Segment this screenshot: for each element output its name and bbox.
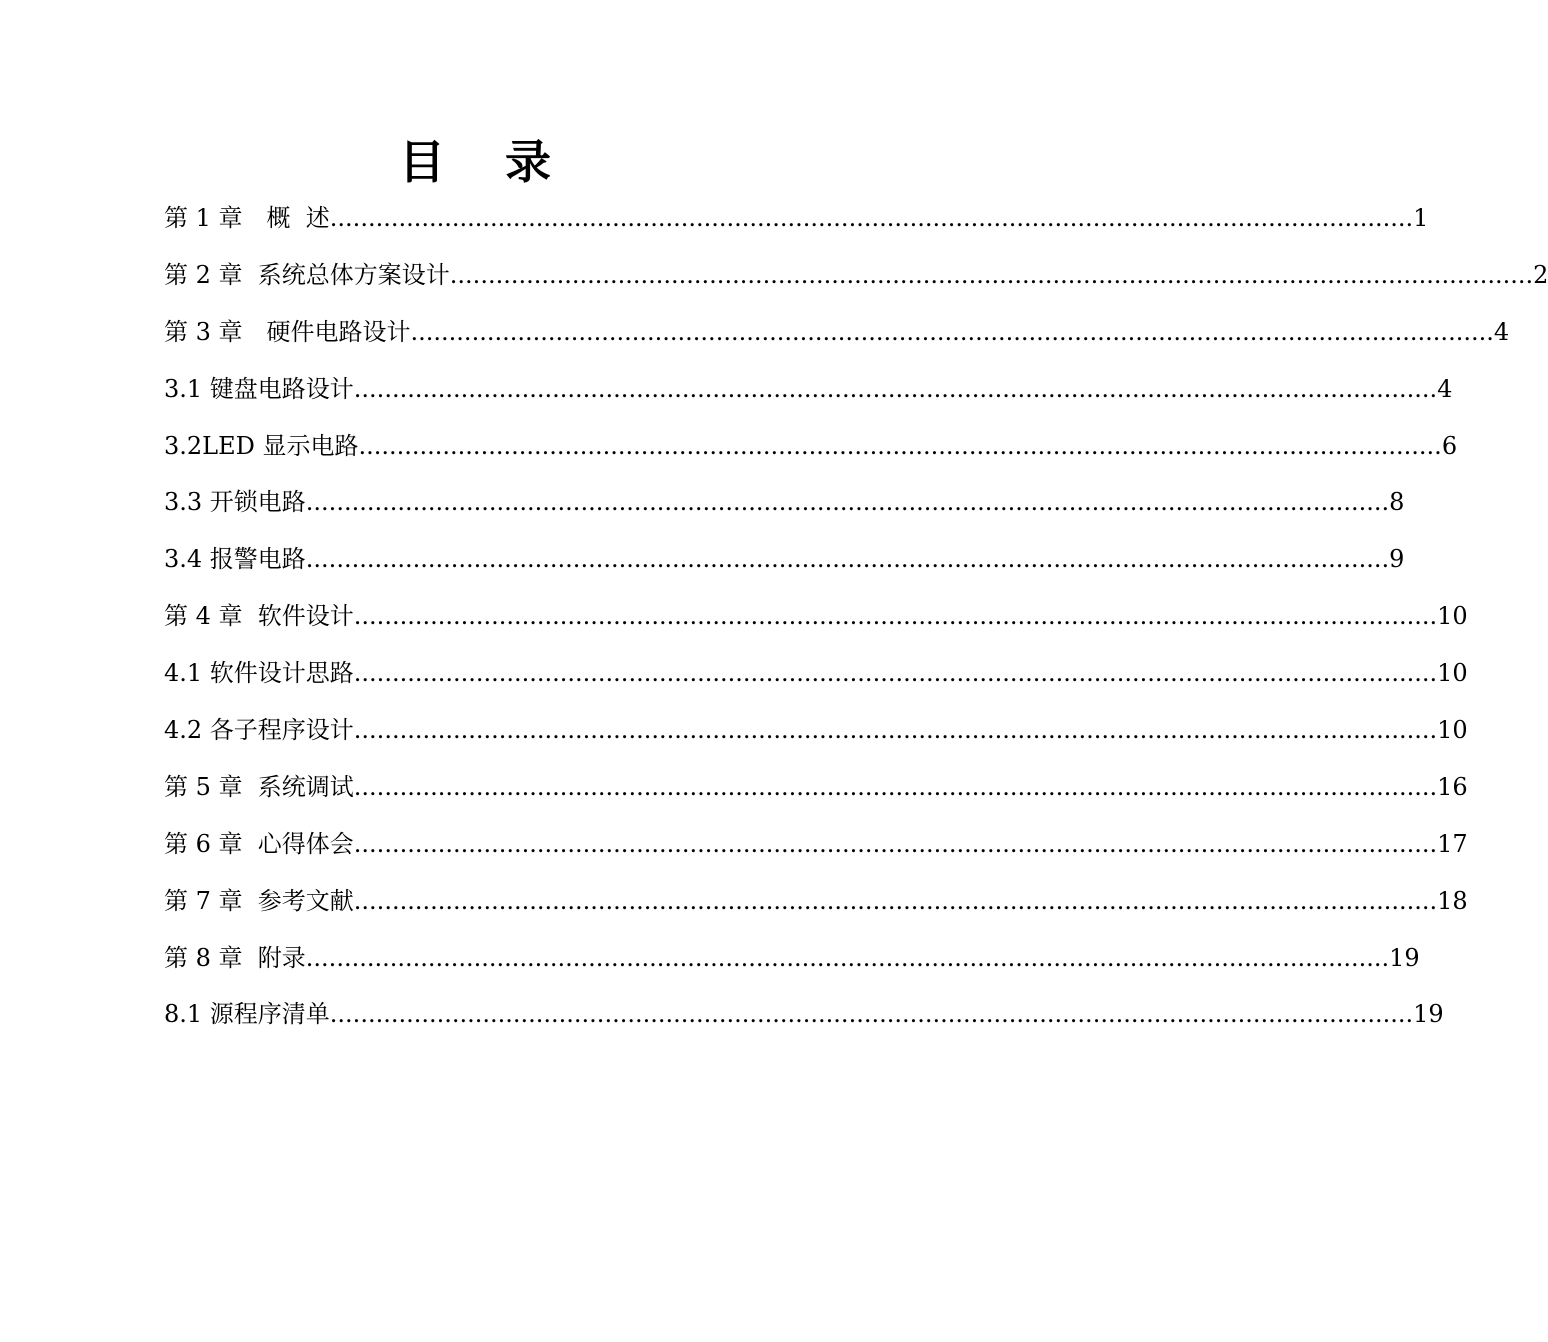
toc-title: 目 录 <box>398 135 573 189</box>
toc-entry-label: 3.3 开锁电路 <box>164 488 306 517</box>
toc-entry[interactable] <box>164 531 1405 588</box>
toc-entry-page-number: 19 <box>1389 943 1420 972</box>
toc-dot-leader: .............................................................................................................................................. <box>353 659 1438 688</box>
toc-entry[interactable] <box>164 190 1429 247</box>
toc-dot-leader: .............................................................................................................................................. <box>449 260 1534 289</box>
toc-entry-label: 第 3 章 硬件电路设计 <box>164 317 411 346</box>
toc-dot-leader: .............................................................................................................................................. <box>353 716 1438 745</box>
toc-entry-page-number: 1 <box>1413 204 1429 232</box>
toc-entry-page-number: 4 <box>1493 317 1510 346</box>
toc-entry-label: 第 7 章 参考文献 <box>164 886 354 915</box>
toc-dot-leader: .............................................................................................................................................. <box>353 374 1438 403</box>
toc-dot-leader: .............................................................................................................................................. <box>329 204 1414 232</box>
toc-entry-label: 4.2 各子程序设计 <box>164 716 354 745</box>
toc-entry-label: 第 4 章 软件设计 <box>164 602 354 631</box>
toc-dot-leader: .............................................................................................................................................. <box>305 545 1390 574</box>
toc-list <box>164 190 1548 1043</box>
toc-entry[interactable] <box>164 816 1468 873</box>
toc-dot-leader: .............................................................................................................................................. <box>353 886 1438 915</box>
toc-entry[interactable] <box>164 702 1468 759</box>
toc-entry-label: 第 1 章 概 述 <box>164 204 330 232</box>
toc-entry[interactable] <box>164 247 1548 304</box>
toc-dot-leader: .............................................................................................................................................. <box>410 317 1494 346</box>
toc-entry-page-number: 10 <box>1437 716 1468 745</box>
toc-entry-page-number: 6 <box>1441 431 1458 460</box>
toc-entry[interactable] <box>164 418 1458 475</box>
toc-entry-page-number: 19 <box>1413 1000 1444 1029</box>
toc-dot-leader: .............................................................................................................................................. <box>305 943 1390 972</box>
toc-entry-page-number: 10 <box>1437 602 1468 631</box>
toc-entry-page-number: 17 <box>1437 829 1468 858</box>
toc-entry-label: 第 6 章 心得体会 <box>164 829 354 858</box>
toc-entry[interactable] <box>164 645 1468 702</box>
toc-entry-page-number: 8 <box>1389 488 1405 517</box>
toc-entry[interactable] <box>164 873 1468 930</box>
toc-entry[interactable] <box>164 930 1420 987</box>
toc-dot-leader: .............................................................................................................................................. <box>353 772 1438 801</box>
toc-entry-page-number: 18 <box>1437 886 1468 915</box>
toc-entry-page-number: 9 <box>1389 545 1405 574</box>
toc-entry[interactable] <box>164 588 1468 645</box>
toc-dot-leader: .............................................................................................................................................. <box>329 1000 1414 1029</box>
toc-entry-page-number: 10 <box>1437 659 1468 688</box>
toc-entry[interactable] <box>164 474 1405 531</box>
toc-entry-label: 4.1 软件设计思路 <box>164 659 354 688</box>
toc-entry-page-number: 2 <box>1533 260 1548 289</box>
toc-entry[interactable] <box>164 986 1444 1043</box>
toc-entry[interactable] <box>164 759 1468 816</box>
toc-entry-label: 8.1 源程序清单 <box>164 1000 330 1029</box>
toc-dot-leader: .............................................................................................................................................. <box>358 431 1442 460</box>
toc-entry-page-number: 16 <box>1437 772 1468 801</box>
toc-dot-leader: .............................................................................................................................................. <box>305 488 1390 517</box>
toc-entry-label: 第 5 章 系统调试 <box>164 772 354 801</box>
toc-entry-label: 3.1 键盘电路设计 <box>164 374 354 403</box>
toc-entry[interactable] <box>164 304 1510 361</box>
toc-entry-label: 3.4 报警电路 <box>164 545 306 574</box>
toc-dot-leader: .............................................................................................................................................. <box>353 829 1438 858</box>
toc-entry-label: 第 8 章 附录 <box>164 943 306 972</box>
toc-entry-label: 3.2LED 显示电路 <box>164 431 359 460</box>
toc-entry[interactable] <box>164 361 1453 418</box>
toc-entry-page-number: 4 <box>1437 374 1453 403</box>
toc-entry-label: 第 2 章 系统总体方案设计 <box>164 260 450 289</box>
toc-dot-leader: .............................................................................................................................................. <box>353 602 1438 631</box>
